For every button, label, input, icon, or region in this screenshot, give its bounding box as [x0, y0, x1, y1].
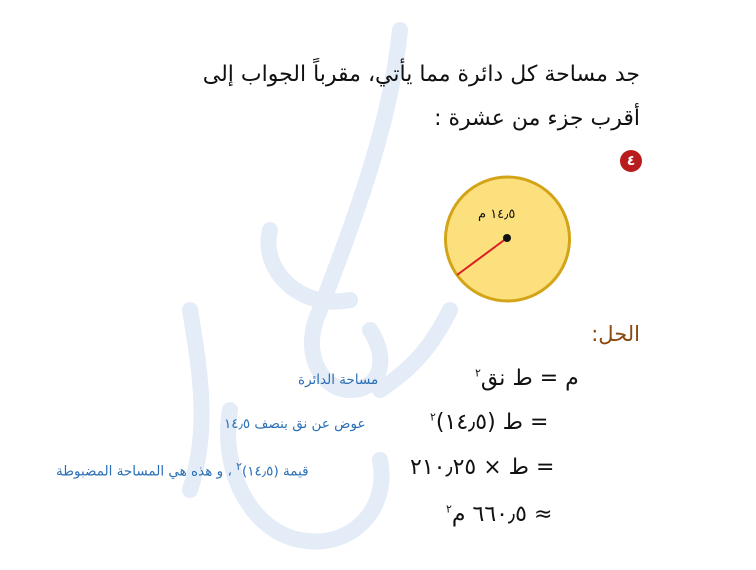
note-3-exponent: ٢ — [236, 460, 243, 473]
circle-diagram — [440, 175, 575, 303]
equation-1-text: م = ط نق — [480, 366, 579, 391]
equation-4-exponent: ٢ — [446, 502, 452, 516]
question-line-2: أقرب جزء من عشرة : — [434, 106, 640, 131]
equation-2-text: = ط (١٤٫٥) — [435, 410, 549, 435]
equation-2-exponent: ٢ — [430, 410, 436, 424]
radius-label: ١٤٫٥ م — [478, 207, 516, 222]
note-3-part-a: قيمة (١٤٫٥) — [242, 463, 309, 480]
equation-line-2 — [430, 410, 548, 435]
equation-line-3: = ط × ٢١٠٫٢٥ — [410, 455, 555, 480]
question-number-badge: ٤ — [620, 150, 642, 172]
equation-4-text: ≈ ٦٦٠٫٥ م — [451, 502, 553, 527]
equation-line-1 — [475, 366, 579, 391]
equation-1-exponent: ٢ — [475, 366, 481, 380]
question-line-1: جد مساحة كل دائرة مما يأتي، مقرباً الجواب إلى — [202, 62, 640, 87]
equation-line-4 — [446, 502, 552, 527]
solution-heading: الحل: — [591, 322, 640, 346]
center-point — [503, 234, 511, 242]
note-3 — [56, 460, 309, 480]
note-3-part-b: ، و هذه هي المساحة المضبوطة — [56, 463, 232, 480]
note-1: مساحة الدائرة — [298, 372, 379, 388]
note-2: عوض عن نق بنصف ١٤٫٥ — [224, 416, 366, 432]
